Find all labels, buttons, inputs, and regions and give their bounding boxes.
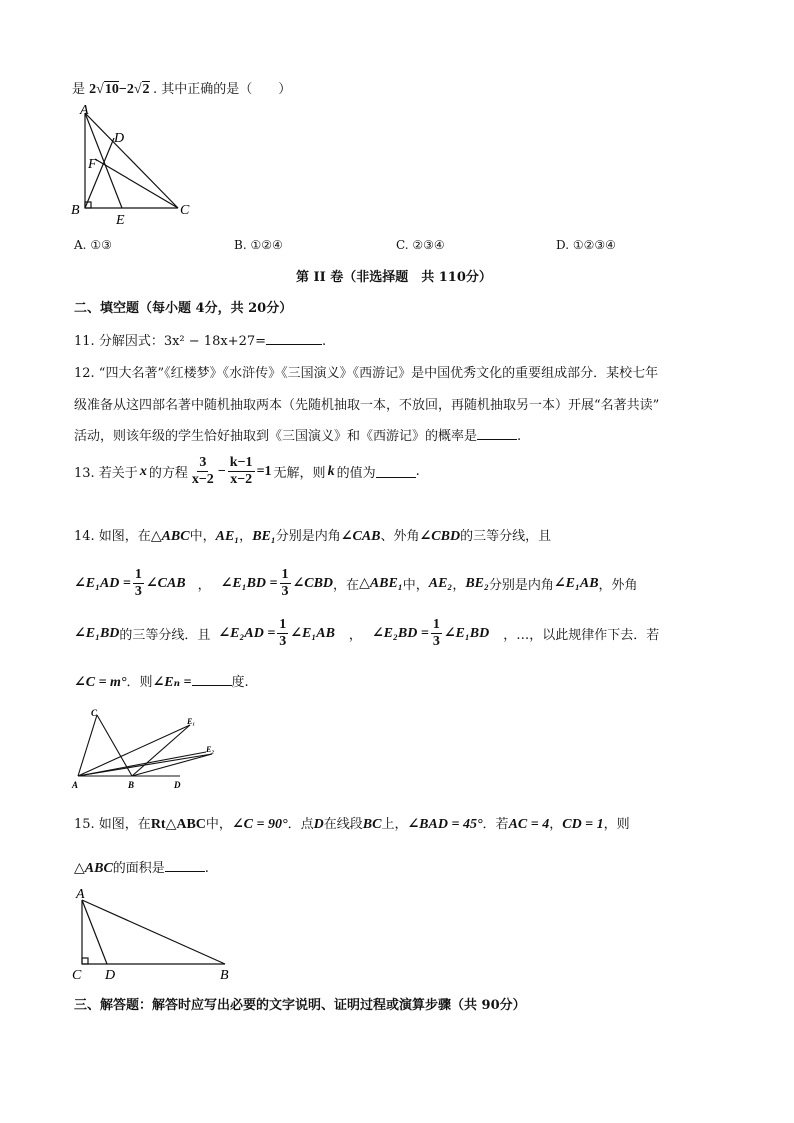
q14-eq3-rhs: ∠E₁AB [290, 626, 335, 641]
fig14-label-d: D [174, 780, 181, 790]
question-12-line-3 [74, 425, 521, 444]
q13-fraction-2 [228, 456, 255, 487]
question-14-line-3 [74, 618, 659, 649]
q15-cd: CD = 1 [562, 817, 604, 832]
option-c[interactable] [396, 238, 445, 252]
q11-text: 分解因式：3x² − 18x+27= [98, 334, 267, 349]
q13-fraction-1 [190, 456, 216, 487]
q15-l2-tri: △ABC [74, 861, 113, 876]
question-11 [74, 330, 326, 349]
section-3-title: 三、解答题：解答时应写出必要的文字说明、证明过程或演算步骤（共 90分） [74, 998, 526, 1013]
fig14-label-e2: E₂ [206, 745, 215, 754]
q14-l2-mid1: ，在 [333, 578, 360, 593]
q12-tail: . [517, 429, 522, 444]
fig14-label-b: B [128, 780, 135, 790]
q13-equals: =1 [256, 463, 272, 479]
fig1-label-d: D [114, 131, 125, 146]
q13-f1-num: 3 [199, 455, 207, 470]
fig14-label-e1: E₁ [187, 717, 196, 726]
q15-mid5: ．若 [482, 817, 509, 832]
q14-l2-mid3: 分别是内角 [488, 578, 554, 593]
fig15-label-a: A [76, 887, 85, 902]
q13-answer-blank[interactable] [376, 465, 416, 478]
q12-answer-blank[interactable] [477, 427, 517, 440]
q15-comma: ， [549, 817, 563, 832]
q14-cab: ∠CAB [340, 529, 381, 544]
option-b-text: ①②④ [250, 238, 283, 252]
option-d-letter: D. [556, 238, 570, 252]
q15-mid2: ．点 [287, 817, 314, 832]
q14-eq1-frac [133, 568, 144, 599]
q11-number: 11. [74, 334, 95, 349]
q14-ae2: AE₂ [428, 575, 453, 591]
q14-l3-end: ，…，以此规律作下去．若 [503, 628, 660, 643]
q14-eq2-den: 3 [281, 584, 289, 599]
q13-mid: 的方程 [148, 466, 188, 481]
q14-en-eq: ∠Eₙ = [152, 675, 192, 690]
q14-l1-mid1: 中， [189, 529, 216, 544]
option-c-letter: C. [396, 238, 409, 252]
expr-minus: −2 [118, 82, 134, 97]
q14-eq1-den: 3 [134, 584, 142, 599]
top-line-suffix: . 其中正确的是（ ） [153, 82, 292, 97]
q14-l4-end: 度. [231, 675, 249, 690]
top-line-prefix: 是 [72, 82, 86, 97]
q14-l1-mid3: 、外角 [380, 529, 420, 544]
q14-eq3-num: 1 [279, 617, 287, 632]
q15-mid4: 上， [381, 817, 408, 832]
q14-be1: BE₁ [252, 529, 276, 544]
figure-15-right-triangle [70, 884, 245, 984]
q13-var-x: x [139, 463, 147, 479]
q15-bad: ∠BAD = 45° [407, 817, 483, 832]
q14-eq4-den: 3 [432, 634, 440, 649]
question-14-line-1 [74, 525, 551, 545]
q14-comma-4: ， [348, 628, 362, 643]
fig14-label-a: A [72, 780, 79, 790]
q13-post2: 的值为 [336, 466, 376, 481]
q13-var-k: k [327, 463, 335, 479]
expr-sqrt-b: 2 [142, 82, 150, 97]
q13-f1-den: x−2 [191, 472, 214, 487]
fig1-label-e: E [116, 213, 125, 226]
q15-ac: AC = 4 [508, 817, 550, 832]
q14-comma: ， [239, 529, 253, 544]
q15-bc: BC [362, 817, 382, 832]
q13-tail: . [415, 464, 420, 479]
q15-pre: 15. 如图，在 [74, 817, 151, 832]
q13-f2-den: x−2 [230, 472, 253, 487]
q15-mid3: 在线段 [323, 817, 363, 832]
q13-post1: 无解，则 [273, 466, 326, 481]
q14-l1-end: 的三等分线，且 [460, 529, 552, 544]
top-line [72, 78, 291, 98]
q14-l2-end: ，外角 [598, 578, 638, 593]
option-d-text: ①②③④ [572, 238, 616, 252]
expr-sqrt-a: 10 [104, 82, 119, 97]
option-a-letter: A. [74, 238, 87, 252]
part-2-title: 第 II 卷（非选择题 共 110分） [296, 270, 492, 285]
q14-eq2-lhs: ∠E₁BD = [220, 576, 278, 591]
q14-eq4-frac [431, 618, 442, 649]
q11-tail: . [322, 334, 327, 349]
q15-tail: . [204, 861, 209, 876]
q14-l4-mid: ．则 [126, 675, 153, 690]
q14-eq2-frac [280, 568, 291, 599]
option-b-letter: B. [234, 238, 247, 252]
fig1-label-b: B [71, 203, 80, 218]
q14-l1-pre: 14. 如图，在 [74, 529, 151, 544]
question-13 [74, 456, 420, 487]
q14-eq3-den: 3 [279, 634, 287, 649]
q15-mid1: 中， [205, 817, 232, 832]
question-14-line-4 [74, 671, 249, 691]
q15-d: D [313, 817, 324, 832]
q15-l2-text: 的面积是 [112, 861, 165, 876]
fig15-label-c: C [72, 968, 82, 983]
q14-ae1: AE₁ [215, 529, 240, 544]
q14-eq2-num: 1 [281, 567, 289, 582]
option-a-text: ①③ [90, 238, 112, 252]
question-12-line-2: 级准备从这四部名著中随机抽取两本（先随机抽取一本，不放回，再随机抽取另一本）开展“名著共读” [74, 398, 660, 413]
q12-line3-text: 活动，则该年级的学生恰好抽取到《三国演义》和《西游记》的概率是 [74, 429, 478, 444]
q14-eq1-rhs: ∠CAB [145, 576, 186, 591]
expr-coef-a: 2 [89, 82, 97, 97]
q13-pre: 13. 若关于 [74, 466, 138, 481]
q14-tri-abe1: △ABE₁ [359, 576, 403, 591]
q14-eq2-rhs: ∠CBD [292, 576, 334, 591]
q13-f2-num: k−1 [229, 455, 253, 470]
q14-c-eq: ∠C = m° [74, 675, 127, 690]
option-c-text: ②③④ [412, 238, 445, 252]
fig1-label-a: A [80, 103, 89, 118]
q14-be2: BE₂ [465, 575, 489, 591]
q14-l1-mid2: 分别是内角 [275, 529, 341, 544]
q14-e1bd: ∠E₁BD [74, 626, 120, 641]
q14-eq1-lhs: ∠E₁AD = [74, 576, 131, 591]
question-15-line-2 [74, 857, 209, 877]
fig14-label-c: C [91, 708, 98, 718]
fig15-label-d: D [105, 968, 116, 983]
q14-answer-blank[interactable] [192, 673, 232, 686]
q14-eq3-lhs: ∠E₂AD = [218, 626, 276, 641]
option-b[interactable] [234, 238, 283, 252]
question-14-line-2 [74, 568, 638, 599]
q14-l3-mid1: 的三等分线．且 [119, 628, 211, 643]
section-2-title: 二、填空题（每小题 4分，共 20分） [74, 301, 293, 316]
q14-eq1-num: 1 [134, 567, 142, 582]
q15-answer-blank[interactable] [165, 859, 205, 872]
q14-eq3-frac [277, 618, 288, 649]
figure-14-trisectors [70, 702, 230, 792]
question-15-line-1 [74, 813, 630, 833]
q14-comma-2: ， [197, 578, 211, 593]
q15-rt: Rt△ABC [150, 817, 206, 832]
q14-comma-3: ， [452, 578, 466, 593]
q15-end: ，则 [603, 817, 630, 832]
q14-eq4-num: 1 [432, 617, 440, 632]
top-line-expr: 2√10−2√2 [89, 82, 150, 97]
q14-l2-mid2: 中， [402, 578, 429, 593]
q14-e1ab: ∠E₁AB [553, 576, 599, 591]
fig1-label-c: C [180, 203, 190, 218]
q13-minus: − [217, 463, 226, 479]
option-d[interactable] [556, 238, 616, 252]
q14-eq4-rhs: ∠E₁BD [443, 626, 490, 641]
q15-c90: ∠C = 90° [231, 817, 288, 832]
fig15-label-b: B [220, 968, 229, 983]
q14-tri-abc: △ABC [150, 529, 190, 544]
figure-1-triangle [68, 102, 198, 226]
q11-answer-blank[interactable] [266, 332, 322, 345]
option-a[interactable] [74, 238, 112, 252]
question-12-line-1: 12. “四大名著”《红楼梦》《水浒传》《三国演义》《西游记》是中国优秀文化的重要组成部分．某校七年 [74, 366, 659, 381]
q14-cbd: ∠CBD [419, 529, 461, 544]
fig1-label-f: F [88, 157, 97, 172]
q14-eq4-lhs: ∠E₂BD = [371, 626, 429, 641]
